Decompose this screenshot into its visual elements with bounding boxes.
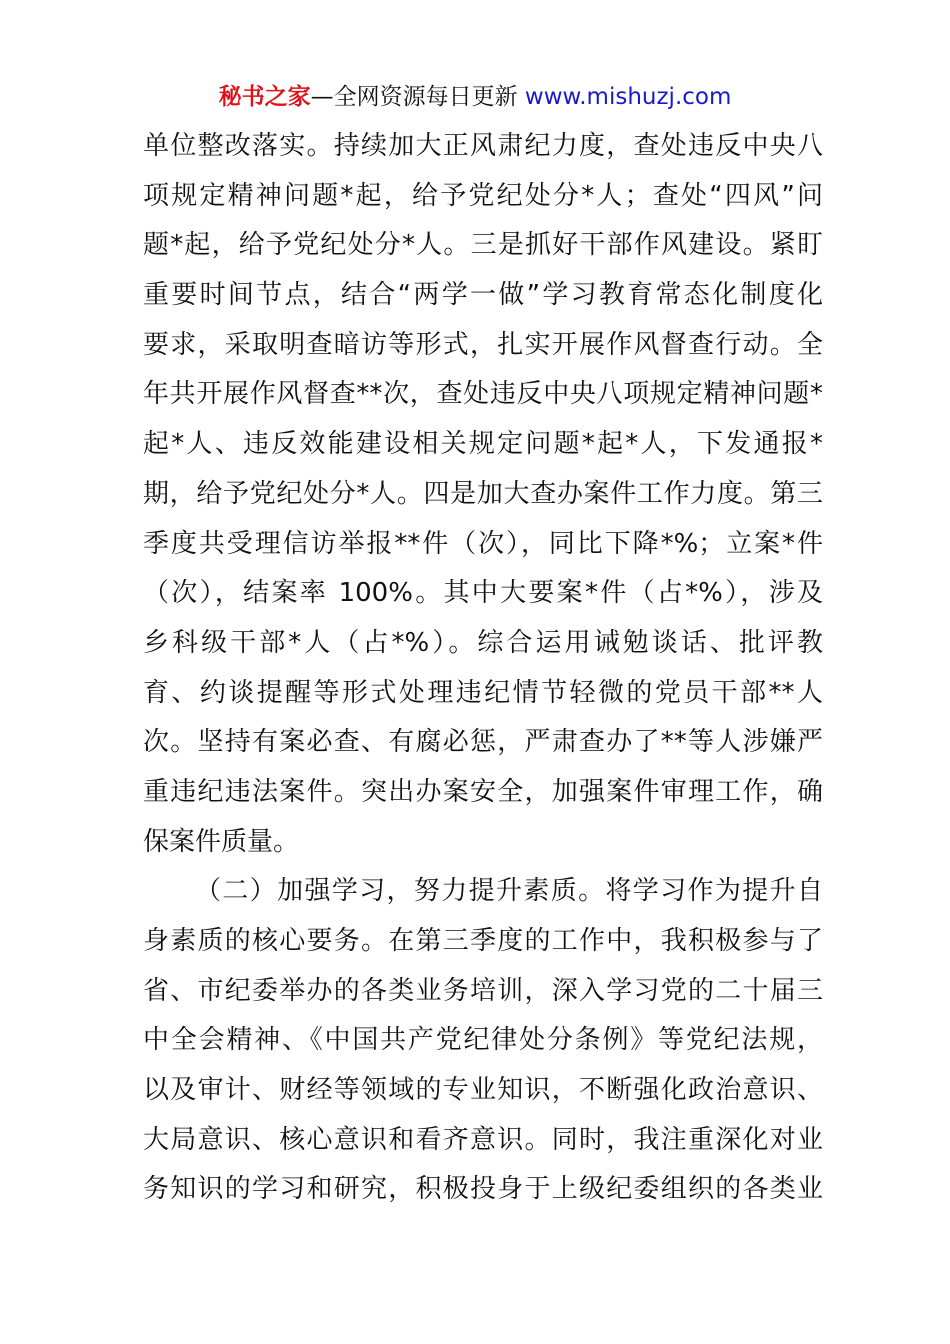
document-body: [143, 122, 823, 1215]
text-line: 保案件质量。: [143, 826, 300, 857]
text-line: 起*人、违反效能建设相关规定问题*起*人，下发通报*: [143, 429, 823, 460]
text-line: 以及审计、财经等领域的专业知识，不断强化政治意识、: [143, 1075, 823, 1106]
text-line: 题*起，给予党纪处分*人。三是抓好干部作风建设。紧盯: [143, 230, 823, 261]
header-tagline: —全网资源每日更新: [310, 84, 525, 110]
text-line: 项规定精神问题*起，给予党纪处分*人；查处“四风”问: [143, 180, 823, 211]
text-line: 身素质的核心要务。在第三季度的工作中，我积极参与了: [143, 926, 823, 956]
text-line: 重要时间节点，结合“两学一做”学习教育常态化制度化: [143, 280, 823, 311]
text-line: 务知识的学习和研究，积极投身于上级纪委组织的各类业: [143, 1174, 823, 1205]
paragraph-start-line: （二）加强学习，努力提升素质。将学习作为提升自: [195, 876, 823, 907]
text-line: 单位整改落实。持续加大正风肃纪力度，查处违反中央八: [143, 131, 823, 161]
text-line: 育、约谈提醒等形式处理违纪情节轻微的党员干部**人: [143, 677, 823, 708]
text-line: 季度共受理信访举报**件（次），同比下降*%；立案*件: [143, 528, 823, 559]
text-line: 要求，采取明查暗访等形式，扎实开展作风督查行动。全: [143, 329, 823, 360]
text-line: 次。坚持有案必查、有腐必惩，严肃查办了**等人涉嫌严: [143, 727, 823, 758]
text-line: （次），结案率 100%。其中大要案*件（占*%），涉及: [143, 578, 823, 609]
text-line: 年共开展作风督查**次，查处违反中央八项规定精神问题*: [143, 379, 823, 410]
text-line: 中全会精神、《中国共产党纪律处分条例》等党纪法规，: [143, 1025, 823, 1056]
text-line: 乡科级干部*人（占*%）。综合运用诫勉谈话、批评教: [143, 627, 823, 658]
site-header: [0, 80, 950, 114]
text-line: 期，给予党纪处分*人。四是加大查办案件工作力度。第三: [143, 478, 823, 509]
brand-name: 秘书之家: [218, 84, 311, 110]
text-line: 重违纪违法案件。突出办案安全，加强案件审理工作，确: [143, 776, 823, 807]
site-url-link[interactable]: www.mishuzj.com: [524, 84, 732, 110]
text-line: 大局意识、核心意识和看齐意识。同时，我注重深化对业: [143, 1124, 823, 1155]
text-line: 省、市纪委举办的各类业务培训，深入学习党的二十届三: [143, 975, 823, 1006]
